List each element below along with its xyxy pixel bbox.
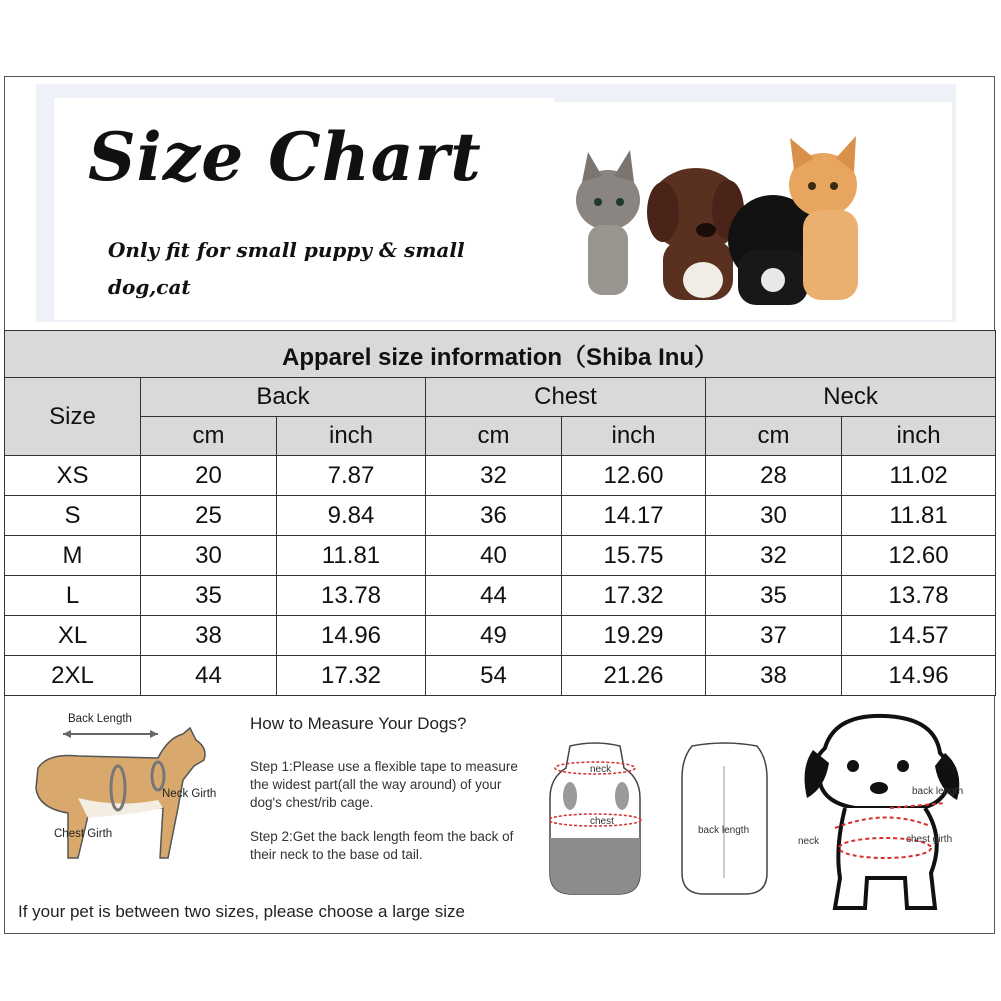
puppy-neck-label: neck [798, 836, 820, 847]
garment-back-illustration [672, 738, 777, 898]
table-cell: 38 [706, 656, 842, 696]
back-length-label: Back Length [68, 713, 132, 725]
table-cell: 15.75 [562, 536, 706, 576]
table-cell: 13.78 [842, 576, 996, 616]
size-cell: L [5, 576, 141, 616]
unit-header: inch [562, 417, 706, 456]
table-row [5, 576, 996, 616]
table-cell: 36 [426, 496, 562, 536]
neck-girth-label: Neck Girth [162, 788, 217, 800]
unit-header: inch [277, 417, 426, 456]
table-cell: 40 [426, 536, 562, 576]
table-title: Apparel size information（Shiba Inu） [5, 331, 996, 378]
table-cell: 32 [706, 536, 842, 576]
table-cell: 35 [141, 576, 277, 616]
garment-neck-label: neck [590, 764, 612, 775]
leg-hole-left [563, 782, 577, 810]
unit-header: cm [426, 417, 562, 456]
size-cell: XL [5, 616, 141, 656]
step-2-text: Step 2:Get the back length feom the back of their neck to the base od tail. [250, 829, 514, 862]
table-row [5, 656, 996, 696]
unit-header: cm [141, 417, 277, 456]
table-cell: 28 [706, 456, 842, 496]
table-cell: 11.81 [842, 496, 996, 536]
garment-chest-label: chest [590, 816, 614, 827]
table-cell: 7.87 [277, 456, 426, 496]
page-title: Size Chart [88, 118, 482, 196]
table-row [5, 456, 996, 496]
table-cell: 21.26 [562, 656, 706, 696]
table-cell: 9.84 [277, 496, 426, 536]
size-table [4, 330, 996, 696]
neck-group-header: Neck [706, 378, 996, 417]
page-subtitle: Only fit for small puppy & small dog,cat [108, 238, 465, 299]
size-cell: 2XL [5, 656, 141, 696]
table-cell: 19.29 [562, 616, 706, 656]
table-cell: 11.81 [277, 536, 426, 576]
table-cell: 17.32 [562, 576, 706, 616]
table-cell: 14.96 [842, 656, 996, 696]
step-1-text: Step 1:Please use a flexible tape to measure the widest part(all the way around) of your dog's chest/rib cage. [250, 759, 518, 810]
table-cell: 44 [426, 576, 562, 616]
table-cell: 25 [141, 496, 277, 536]
unit-header: cm [706, 417, 842, 456]
table-cell: 30 [141, 536, 277, 576]
table-cell: 49 [426, 616, 562, 656]
table-row [5, 496, 996, 536]
leg-hole-right [615, 782, 629, 810]
back-group-header: Back [141, 378, 426, 417]
table-cell: 37 [706, 616, 842, 656]
garment-back-length-label: back length [698, 825, 750, 836]
table-cell: 32 [426, 456, 562, 496]
table-cell: 35 [706, 576, 842, 616]
size-cell: S [5, 496, 141, 536]
size-column-header: Size [5, 378, 141, 456]
table-cell: 20 [141, 456, 277, 496]
table-cell: 13.78 [277, 576, 426, 616]
size-advice-note: If your pet is between two sizes, please choose a large size [18, 902, 465, 921]
table-row [5, 536, 996, 576]
table-cell: 38 [141, 616, 277, 656]
chest-girth-label: Chest Girth [54, 828, 113, 840]
unit-header: inch [842, 417, 996, 456]
size-cell: M [5, 536, 141, 576]
puppy-back-length-label: back length [912, 786, 964, 797]
puppy-chest-girth-label: chest girth [906, 834, 953, 845]
table-cell: 12.60 [562, 456, 706, 496]
table-cell: 17.32 [277, 656, 426, 696]
table-cell: 30 [706, 496, 842, 536]
size-cell: XS [5, 456, 141, 496]
how-to-measure-heading: How to Measure Your Dogs? [250, 714, 467, 733]
table-cell: 54 [426, 656, 562, 696]
garment-bottom-panel [550, 838, 640, 894]
table-cell: 44 [141, 656, 277, 696]
table-cell: 14.57 [842, 616, 996, 656]
grey-kitten-image [576, 150, 640, 295]
table-row [5, 616, 996, 656]
table-cell: 11.02 [842, 456, 996, 496]
chest-group-header: Chest [426, 378, 706, 417]
table-cell: 14.96 [277, 616, 426, 656]
table-cell: 14.17 [562, 496, 706, 536]
table-cell: 12.60 [842, 536, 996, 576]
puppy-measure-illustration [795, 708, 985, 918]
pets-photo [568, 130, 898, 310]
